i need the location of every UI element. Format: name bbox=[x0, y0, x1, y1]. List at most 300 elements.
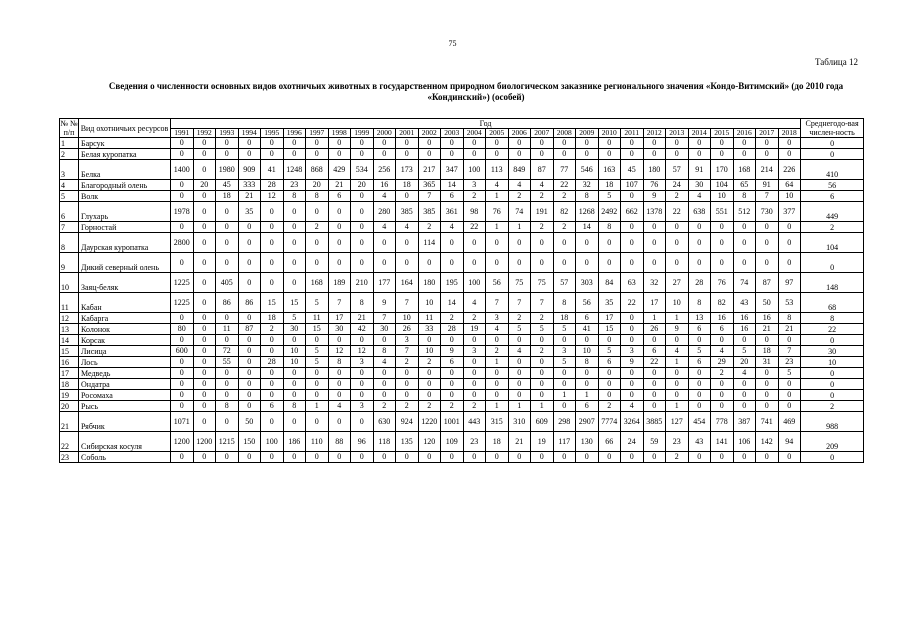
year-value: 0 bbox=[373, 253, 396, 273]
year-value: 0 bbox=[688, 149, 711, 160]
year-value: 2 bbox=[531, 222, 554, 233]
year-value: 0 bbox=[756, 222, 779, 233]
year-value: 2 bbox=[418, 401, 441, 412]
year-value: 387 bbox=[733, 412, 756, 432]
year-value: 18 bbox=[756, 346, 779, 357]
species-name: Росомаха bbox=[79, 390, 171, 401]
year-value: 98 bbox=[463, 202, 486, 222]
year-value: 0 bbox=[238, 253, 261, 273]
year-value: 0 bbox=[328, 379, 351, 390]
year-value: 5 bbox=[598, 191, 621, 202]
year-value: 8 bbox=[283, 191, 306, 202]
table-row bbox=[60, 346, 864, 357]
year-value: 0 bbox=[576, 379, 599, 390]
row-number: 2 bbox=[60, 149, 79, 160]
year-value: 0 bbox=[216, 149, 239, 160]
year-value: 20 bbox=[733, 357, 756, 368]
year-value: 173 bbox=[396, 160, 419, 180]
year-value: 0 bbox=[396, 138, 419, 149]
year-value: 0 bbox=[283, 138, 306, 149]
header-year-group: Год bbox=[171, 119, 801, 129]
header-year: 2006 bbox=[508, 129, 531, 138]
year-value: 6 bbox=[328, 191, 351, 202]
species-name: Корсак bbox=[79, 335, 171, 346]
year-value: 303 bbox=[576, 273, 599, 293]
year-value: 0 bbox=[733, 222, 756, 233]
average-value: 22 bbox=[801, 324, 864, 335]
year-value: 8 bbox=[778, 313, 801, 324]
year-value: 0 bbox=[756, 138, 779, 149]
year-value: 0 bbox=[643, 379, 666, 390]
row-number: 10 bbox=[60, 273, 79, 293]
average-value: 0 bbox=[801, 335, 864, 346]
year-value: 0 bbox=[756, 401, 779, 412]
year-value: 1 bbox=[486, 191, 509, 202]
year-value: 298 bbox=[553, 412, 576, 432]
year-value: 0 bbox=[306, 390, 329, 401]
year-value: 114 bbox=[418, 233, 441, 253]
year-value: 0 bbox=[553, 138, 576, 149]
year-value: 8 bbox=[283, 401, 306, 412]
header-year: 2002 bbox=[418, 129, 441, 138]
year-value: 0 bbox=[486, 253, 509, 273]
year-value: 0 bbox=[756, 368, 779, 379]
year-value: 0 bbox=[756, 253, 779, 273]
year-value: 5 bbox=[778, 368, 801, 379]
document-title: Сведения о численности основных видов охотничьих животных в государственном природном биологическом заказнике регионального значения «Кондо-Витимский» (до 2010 года «Кондинский») (особей) bbox=[108, 81, 844, 102]
year-value: 0 bbox=[193, 313, 216, 324]
year-value: 0 bbox=[486, 379, 509, 390]
row-number: 15 bbox=[60, 346, 79, 357]
year-value: 0 bbox=[621, 233, 644, 253]
year-value: 0 bbox=[733, 138, 756, 149]
table-row bbox=[60, 202, 864, 222]
year-value: 30 bbox=[283, 324, 306, 335]
year-value: 0 bbox=[171, 379, 194, 390]
year-value: 75 bbox=[508, 273, 531, 293]
year-value: 120 bbox=[418, 432, 441, 452]
header-year: 2013 bbox=[666, 129, 689, 138]
year-value: 17 bbox=[598, 313, 621, 324]
year-value: 11 bbox=[216, 324, 239, 335]
table-row bbox=[60, 390, 864, 401]
year-value: 0 bbox=[193, 412, 216, 432]
year-value: 80 bbox=[171, 324, 194, 335]
year-value: 0 bbox=[418, 149, 441, 160]
year-value: 315 bbox=[486, 412, 509, 432]
table-row bbox=[60, 432, 864, 452]
year-value: 127 bbox=[666, 412, 689, 432]
average-value: 410 bbox=[801, 160, 864, 180]
header-average: Среднегодо-вая числен-ность bbox=[801, 119, 864, 138]
year-value: 22 bbox=[553, 180, 576, 191]
year-value: 0 bbox=[688, 390, 711, 401]
year-value: 20 bbox=[351, 180, 374, 191]
year-value: 141 bbox=[711, 432, 734, 452]
year-value: 7 bbox=[373, 313, 396, 324]
year-value: 0 bbox=[261, 368, 284, 379]
year-value: 600 bbox=[171, 346, 194, 357]
year-value: 0 bbox=[216, 452, 239, 463]
row-number: 22 bbox=[60, 432, 79, 452]
header-year: 2016 bbox=[733, 129, 756, 138]
year-value: 0 bbox=[328, 452, 351, 463]
year-value: 33 bbox=[418, 324, 441, 335]
year-value: 164 bbox=[396, 273, 419, 293]
year-value: 0 bbox=[193, 273, 216, 293]
year-value: 0 bbox=[531, 379, 554, 390]
year-value: 0 bbox=[283, 202, 306, 222]
year-value: 0 bbox=[351, 412, 374, 432]
year-value: 7 bbox=[756, 191, 779, 202]
year-value: 0 bbox=[328, 253, 351, 273]
year-value: 0 bbox=[531, 452, 554, 463]
year-value: 0 bbox=[171, 191, 194, 202]
year-value: 2 bbox=[508, 191, 531, 202]
year-value: 21 bbox=[351, 313, 374, 324]
table-row bbox=[60, 379, 864, 390]
year-value: 0 bbox=[598, 233, 621, 253]
average-value: 0 bbox=[801, 368, 864, 379]
year-value: 1 bbox=[643, 313, 666, 324]
table-row bbox=[60, 357, 864, 368]
year-value: 23 bbox=[283, 180, 306, 191]
year-value: 1200 bbox=[193, 432, 216, 452]
year-value: 14 bbox=[576, 222, 599, 233]
year-value: 41 bbox=[576, 324, 599, 335]
year-value: 0 bbox=[216, 202, 239, 222]
year-value: 0 bbox=[688, 452, 711, 463]
year-value: 87 bbox=[756, 273, 779, 293]
year-value: 0 bbox=[261, 346, 284, 357]
year-value: 0 bbox=[283, 222, 306, 233]
year-value: 1 bbox=[576, 390, 599, 401]
year-value: 0 bbox=[328, 222, 351, 233]
year-value: 0 bbox=[643, 335, 666, 346]
year-value: 2 bbox=[553, 191, 576, 202]
header-row-1 bbox=[60, 119, 864, 129]
year-value: 0 bbox=[441, 390, 464, 401]
header-row-years bbox=[60, 129, 864, 138]
table-row bbox=[60, 191, 864, 202]
year-value: 0 bbox=[216, 390, 239, 401]
year-value: 168 bbox=[733, 160, 756, 180]
year-value: 6 bbox=[643, 346, 666, 357]
year-value: 0 bbox=[508, 233, 531, 253]
year-value: 13 bbox=[688, 313, 711, 324]
year-value: 4 bbox=[508, 180, 531, 191]
year-value: 3 bbox=[351, 401, 374, 412]
year-value: 26 bbox=[643, 324, 666, 335]
year-value: 0 bbox=[508, 452, 531, 463]
year-value: 1 bbox=[553, 390, 576, 401]
year-value: 0 bbox=[688, 253, 711, 273]
year-value: 0 bbox=[666, 335, 689, 346]
year-value: 1200 bbox=[171, 432, 194, 452]
year-value: 0 bbox=[283, 149, 306, 160]
year-value: 0 bbox=[193, 253, 216, 273]
year-value: 22 bbox=[621, 293, 644, 313]
year-value: 0 bbox=[643, 452, 666, 463]
year-value: 1 bbox=[666, 401, 689, 412]
year-value: 50 bbox=[756, 293, 779, 313]
year-value: 454 bbox=[688, 412, 711, 432]
year-value: 0 bbox=[463, 233, 486, 253]
row-number: 20 bbox=[60, 401, 79, 412]
average-value: 0 bbox=[801, 149, 864, 160]
year-value: 0 bbox=[441, 368, 464, 379]
year-value: 4 bbox=[373, 357, 396, 368]
year-value: 0 bbox=[306, 335, 329, 346]
year-value: 0 bbox=[756, 335, 779, 346]
year-value: 43 bbox=[733, 293, 756, 313]
row-number: 16 bbox=[60, 357, 79, 368]
table-label: Таблица 12 bbox=[815, 57, 858, 67]
year-value: 0 bbox=[171, 401, 194, 412]
year-value: 0 bbox=[778, 222, 801, 233]
year-value: 7 bbox=[486, 293, 509, 313]
year-value: 0 bbox=[373, 233, 396, 253]
year-value: 191 bbox=[531, 202, 554, 222]
table-row bbox=[60, 313, 864, 324]
year-value: 2 bbox=[508, 313, 531, 324]
year-value: 64 bbox=[778, 180, 801, 191]
year-value: 0 bbox=[733, 390, 756, 401]
year-value: 82 bbox=[711, 293, 734, 313]
year-value: 0 bbox=[508, 390, 531, 401]
species-name: Медведь bbox=[79, 368, 171, 379]
year-value: 0 bbox=[598, 138, 621, 149]
year-value: 4 bbox=[328, 401, 351, 412]
year-value: 18 bbox=[553, 313, 576, 324]
year-value: 0 bbox=[643, 233, 666, 253]
year-value: 6 bbox=[576, 313, 599, 324]
year-value: 84 bbox=[598, 273, 621, 293]
year-value: 8 bbox=[733, 191, 756, 202]
census-table bbox=[59, 118, 864, 463]
year-value: 20 bbox=[193, 180, 216, 191]
table-row bbox=[60, 149, 864, 160]
table-row bbox=[60, 160, 864, 180]
header-species: Вид охотничьих ресурсов bbox=[79, 119, 171, 138]
year-value: 0 bbox=[733, 379, 756, 390]
year-value: 226 bbox=[778, 160, 801, 180]
year-value: 0 bbox=[171, 149, 194, 160]
year-value: 0 bbox=[193, 401, 216, 412]
year-value: 0 bbox=[441, 335, 464, 346]
year-value: 104 bbox=[711, 180, 734, 191]
year-value: 27 bbox=[666, 273, 689, 293]
year-value: 3 bbox=[621, 346, 644, 357]
year-value: 8 bbox=[598, 222, 621, 233]
row-number: 1 bbox=[60, 138, 79, 149]
year-value: 15 bbox=[306, 324, 329, 335]
year-value: 0 bbox=[598, 390, 621, 401]
species-name: Дикий северный олень bbox=[79, 253, 171, 273]
year-value: 0 bbox=[418, 253, 441, 273]
year-value: 385 bbox=[418, 202, 441, 222]
year-value: 5 bbox=[531, 324, 554, 335]
year-value: 19 bbox=[531, 432, 554, 452]
year-value: 1 bbox=[486, 357, 509, 368]
year-value: 8 bbox=[306, 191, 329, 202]
average-value: 0 bbox=[801, 379, 864, 390]
year-value: 5 bbox=[688, 346, 711, 357]
year-value: 5 bbox=[306, 293, 329, 313]
species-name: Сибирская косуля bbox=[79, 432, 171, 452]
year-value: 0 bbox=[486, 452, 509, 463]
year-value: 0 bbox=[711, 452, 734, 463]
year-value: 1 bbox=[306, 401, 329, 412]
year-value: 18 bbox=[216, 191, 239, 202]
year-value: 0 bbox=[576, 368, 599, 379]
year-value: 778 bbox=[711, 412, 734, 432]
year-value: 0 bbox=[193, 138, 216, 149]
year-value: 1225 bbox=[171, 273, 194, 293]
year-value: 0 bbox=[328, 138, 351, 149]
year-value: 0 bbox=[441, 233, 464, 253]
year-value: 0 bbox=[531, 357, 554, 368]
year-value: 0 bbox=[756, 390, 779, 401]
year-value: 0 bbox=[193, 222, 216, 233]
year-value: 4 bbox=[621, 401, 644, 412]
year-value: 443 bbox=[463, 412, 486, 432]
header-year: 1993 bbox=[216, 129, 239, 138]
year-value: 7 bbox=[418, 191, 441, 202]
year-value: 0 bbox=[621, 149, 644, 160]
year-value: 0 bbox=[778, 401, 801, 412]
year-value: 77 bbox=[553, 160, 576, 180]
year-value: 2 bbox=[441, 401, 464, 412]
year-value: 0 bbox=[576, 253, 599, 273]
year-value: 0 bbox=[351, 202, 374, 222]
year-value: 0 bbox=[261, 253, 284, 273]
row-number: 9 bbox=[60, 253, 79, 273]
year-value: 0 bbox=[396, 379, 419, 390]
year-value: 546 bbox=[576, 160, 599, 180]
year-value: 0 bbox=[238, 452, 261, 463]
year-value: 0 bbox=[418, 138, 441, 149]
year-value: 0 bbox=[306, 412, 329, 432]
year-value: 8 bbox=[216, 401, 239, 412]
species-name: Глухарь bbox=[79, 202, 171, 222]
year-value: 0 bbox=[171, 253, 194, 273]
year-value: 0 bbox=[351, 452, 374, 463]
year-value: 6 bbox=[441, 191, 464, 202]
year-value: 0 bbox=[531, 390, 554, 401]
year-value: 0 bbox=[193, 379, 216, 390]
year-value: 0 bbox=[171, 138, 194, 149]
year-value: 2 bbox=[418, 222, 441, 233]
year-value: 10 bbox=[778, 191, 801, 202]
year-value: 0 bbox=[283, 253, 306, 273]
year-value: 4 bbox=[531, 180, 554, 191]
year-value: 4 bbox=[666, 346, 689, 357]
year-value: 0 bbox=[306, 253, 329, 273]
year-value: 0 bbox=[756, 233, 779, 253]
year-value: 0 bbox=[733, 401, 756, 412]
year-value: 0 bbox=[328, 233, 351, 253]
header-year: 1998 bbox=[328, 129, 351, 138]
year-value: 0 bbox=[396, 390, 419, 401]
year-value: 135 bbox=[396, 432, 419, 452]
year-value: 2 bbox=[463, 401, 486, 412]
year-value: 1 bbox=[666, 313, 689, 324]
year-value: 0 bbox=[396, 233, 419, 253]
year-value: 6 bbox=[688, 324, 711, 335]
year-value: 1 bbox=[666, 357, 689, 368]
year-value: 0 bbox=[778, 452, 801, 463]
year-value: 0 bbox=[733, 335, 756, 346]
table-row bbox=[60, 222, 864, 233]
table-row bbox=[60, 253, 864, 273]
year-value: 0 bbox=[508, 149, 531, 160]
species-name: Белка bbox=[79, 160, 171, 180]
year-value: 21 bbox=[778, 324, 801, 335]
year-value: 0 bbox=[733, 452, 756, 463]
year-value: 4 bbox=[373, 222, 396, 233]
row-number: 13 bbox=[60, 324, 79, 335]
year-value: 21 bbox=[238, 191, 261, 202]
year-value: 118 bbox=[373, 432, 396, 452]
year-value: 0 bbox=[373, 368, 396, 379]
year-value: 0 bbox=[643, 253, 666, 273]
row-number: 11 bbox=[60, 293, 79, 313]
year-value: 30 bbox=[373, 324, 396, 335]
year-value: 0 bbox=[531, 253, 554, 273]
year-value: 0 bbox=[621, 138, 644, 149]
year-value: 56 bbox=[486, 273, 509, 293]
header-year: 2001 bbox=[396, 129, 419, 138]
year-value: 4 bbox=[396, 222, 419, 233]
year-value: 0 bbox=[621, 368, 644, 379]
header-year: 2000 bbox=[373, 129, 396, 138]
year-value: 76 bbox=[486, 202, 509, 222]
year-value: 163 bbox=[598, 160, 621, 180]
year-value: 0 bbox=[193, 452, 216, 463]
year-value: 28 bbox=[261, 180, 284, 191]
year-value: 0 bbox=[756, 379, 779, 390]
year-value: 1978 bbox=[171, 202, 194, 222]
year-value: 0 bbox=[688, 222, 711, 233]
average-value: 2 bbox=[801, 222, 864, 233]
year-value: 0 bbox=[216, 368, 239, 379]
year-value: 0 bbox=[171, 357, 194, 368]
year-value: 0 bbox=[508, 335, 531, 346]
year-value: 2492 bbox=[598, 202, 621, 222]
year-value: 5 bbox=[306, 346, 329, 357]
year-value: 31 bbox=[756, 357, 779, 368]
year-value: 0 bbox=[216, 335, 239, 346]
year-value: 0 bbox=[643, 149, 666, 160]
average-value: 209 bbox=[801, 432, 864, 452]
year-value: 28 bbox=[261, 357, 284, 368]
species-name: Заяц-беляк bbox=[79, 273, 171, 293]
year-value: 22 bbox=[463, 222, 486, 233]
year-value: 0 bbox=[531, 149, 554, 160]
year-value: 0 bbox=[778, 379, 801, 390]
year-value: 17 bbox=[328, 313, 351, 324]
year-value: 2 bbox=[711, 368, 734, 379]
year-value: 180 bbox=[418, 273, 441, 293]
header-year: 1999 bbox=[351, 129, 374, 138]
year-value: 0 bbox=[193, 293, 216, 313]
year-value: 10 bbox=[666, 293, 689, 313]
year-value: 214 bbox=[756, 160, 779, 180]
year-value: 3885 bbox=[643, 412, 666, 432]
year-value: 15 bbox=[261, 293, 284, 313]
year-value: 113 bbox=[486, 160, 509, 180]
